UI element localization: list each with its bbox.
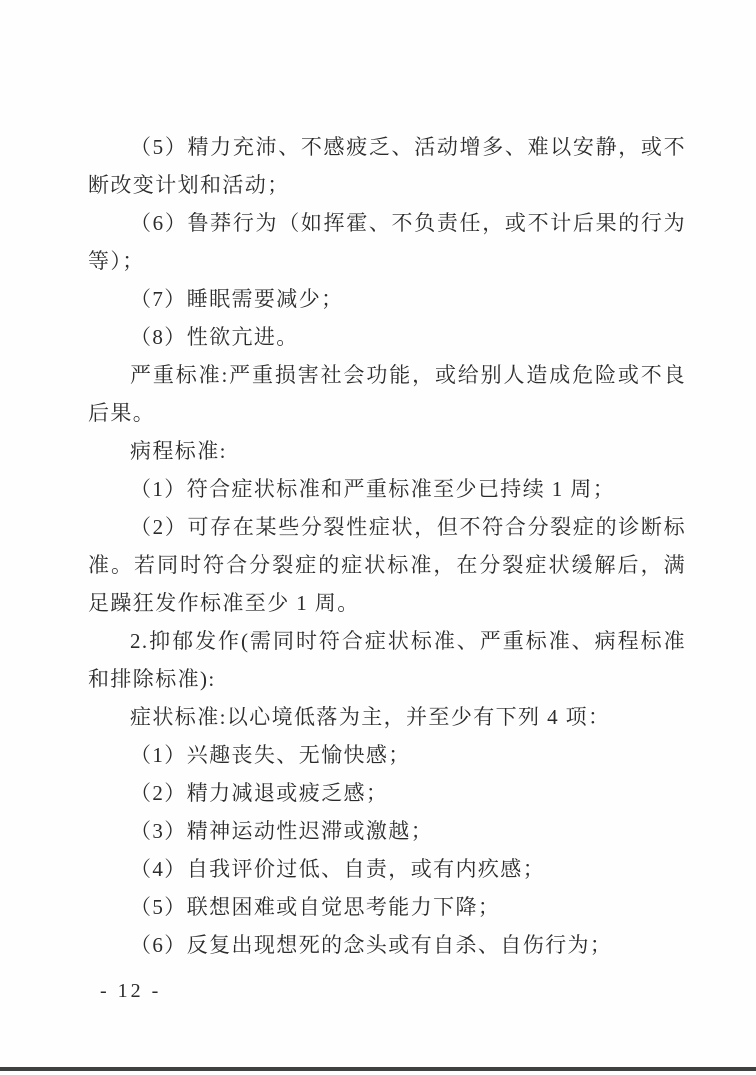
paragraph-depression-item-2: （2）精力减退或疲乏感； xyxy=(130,781,389,805)
paragraph-depression-item-6: （6）反复出现想死的念头或有自杀、自伤行为； xyxy=(130,933,613,957)
document-body xyxy=(88,128,686,964)
paragraph-course-item-1: （1）符合症状标准和严重标准至少已持续 1 周； xyxy=(130,477,616,501)
paragraph-mania-item-5: （5）精力充沛、不感疲乏、活动增多、难以安静，或不断改变计划和活动； xyxy=(88,135,686,197)
paragraph-severity-criterion: 严重标准:严重损害社会功能，或给别人造成危险或不良后果。 xyxy=(88,363,686,425)
paragraph-mania-item-7: （7）睡眠需要减少； xyxy=(130,287,344,311)
scan-edge-bar xyxy=(0,1067,756,1071)
paragraph-course-item-2: （2）可存在某些分裂性症状，但不符合分裂症的诊断标准。若同时符合分裂症的症状标准，在分裂症状缓解后，满足躁狂发作标准至少 1 周。 xyxy=(88,515,686,615)
paragraph-mania-item-8: （8）性欲亢进。 xyxy=(130,325,299,349)
paragraph-depression-item-1: （1）兴趣丧失、无愉快感； xyxy=(130,743,411,767)
paragraph-depression-item-3: （3）精神运动性迟滞或激越； xyxy=(130,819,434,843)
paragraph-depression-item-5: （5）联想困难或自觉思考能力下降； xyxy=(130,895,501,919)
paragraph-symptom-criterion: 症状标准:以心境低落为主，并至少有下列 4 项： xyxy=(130,705,611,729)
paragraph-course-criterion-heading: 病程标准: xyxy=(130,439,227,463)
page-number: - 12 - xyxy=(100,980,162,1002)
paragraph-mania-item-6: （6）鲁莽行为（如挥霍、不负责任，或不计后果的行为等）； xyxy=(88,211,686,273)
paragraph-depression-item-4: （4）自我评价过低、自责，或有内疚感； xyxy=(130,857,546,881)
paragraph-depressive-episode-heading: 2.抑郁发作(需同时符合症状标准、严重标准、病程标准和排除标准): xyxy=(88,629,686,691)
